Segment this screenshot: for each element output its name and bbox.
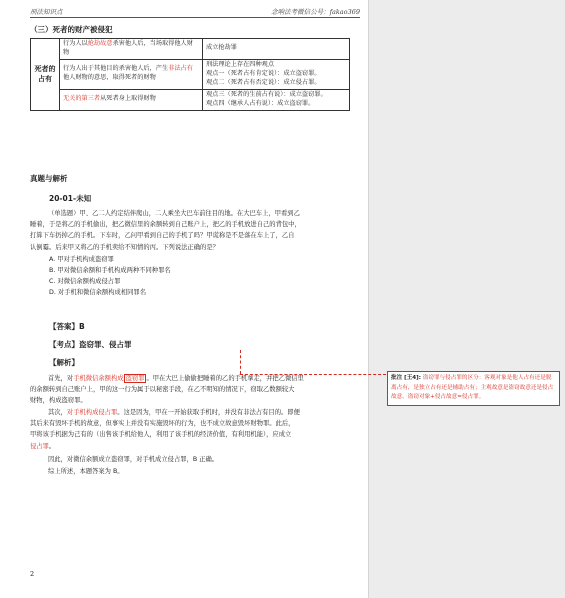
answer-label: 【答案】B [49,322,85,331]
analysis-paragraph-3: 因此，对微信余额成立盗窃罪，对手机成立侵占罪，B 正确。 [48,456,219,463]
table-cell-situation [60,59,203,89]
analysis-label: 【解析】 [49,358,79,367]
analysis-paragraph-2: 其次，对手机构成侵占罪。这是因为，甲在一开始获取手机时，并没有非法占有目的。即便 其后来有毁坏手机的故意，但事实上并没有实施毁坏的行为，也不成立故意毁坏财物罪。此后， 甲将该手机据为己有的（出售该手机给他人，利用了该手机的经济价值，有利用机能），应成立 侵占罪。 [30,409,300,450]
table-cell-result [203,89,350,110]
rule-table [30,38,350,111]
question-text: （单选题）甲、乙二人约定结伴爬山，二人乘坐大巴车前往目的地。在大巴车上，甲看到乙 睡着，于是将乙的手机偷出，把乙微信里的余额转到自己账户上，把乙的手机放进自己的背包中， 打算下车扔掉乙的手机。下车时，乙问甲看到自己的手机了吗？甲谎称是不是落在车上了，乙自 认倒霉。后来甲又将乙的手机卖给不知情的丙。下列说法正确的是？ [30,210,301,251]
result-line: 观点三（死者的生前占有说）：成立盗窃罪。 [206,90,327,98]
exam-title: 真题与解析 [30,174,68,183]
highlight-text: 无关的第三者 [63,95,101,103]
table-cell-result [203,39,350,60]
comment-connector-line [240,374,386,375]
option-b: B. 甲对微信余额和手机构成两种不同种罪名 [49,267,171,274]
comment-text: 盗窃罪与侵占罪的区分：客观对象是他人占有还是脱离占有，是独立占有还是辅助占有；主观故意是盗窃故意还是侵占故意。盗窃对象+侵占故意=侵占罪。 [391,375,554,400]
table-head-cell: 死者的占有 [31,39,60,111]
question-id: 20-01-未知 [49,194,92,203]
header-left: 刑法知识点 [30,8,63,16]
option-c: C. 对微信余额构成侵占罪 [49,278,121,285]
comment-connector [240,350,241,374]
commented-text[interactable]: 盗窃罪 [125,375,145,382]
cell-text: 行为人出于其他目的杀害他人后，产生 [63,65,169,73]
cell-text: 杀害他人后，当场取得他人财物 [63,40,193,56]
point-label: 【考点】盗窃罪、侵占罪 [49,340,132,349]
comment-margin-pane [368,0,565,598]
analysis-paragraph-1: 首先，对手机微信余额构成 盗窃罪 。甲在大巴上偷偷把睡着的乙的手机拿走，并把乙微信里 的余额转到自己账户上，甲的这一行为属于以秘密手段，在乙不明知的情况下，窃取乙数额较大 财物，构成盗窃罪。 [30,375,304,405]
section-title: （三）死者的财产被侵犯 [30,25,113,34]
table-cell-result [203,59,350,89]
comment-author: 批注 [王4]: [391,375,421,381]
result-line: 观点四（继承人占有说）：成立盗窃罪。 [206,99,315,107]
result-line: 观点一（死者占有肯定说）：成立盗窃罪。 [206,69,321,77]
comment-balloon[interactable] [387,371,560,406]
cell-text: 行为人以 [63,40,88,47]
result-line: 成立抢劫罪 [206,44,237,52]
highlight-text: 非法占有 [168,65,193,73]
option-d: D. 对手机和微信余额构成相同罪名 [49,289,147,296]
page-number: 2 [30,570,35,578]
cell-text: 从死者身上取得财物 [100,95,156,103]
option-a: A. 甲对手机构成盗窃罪 [49,256,114,263]
table-cell-situation [60,89,203,110]
analysis-paragraph-4: 综上所述，本题答案为 B。 [48,468,124,475]
cell-text: 他人财物的意思，取得死者的财物 [63,74,156,82]
result-line: 刑法理论上存在四种观点 [206,60,275,68]
result-line: 观点二（死者占有否定说）：成立侵占罪。 [206,78,321,86]
page-header [30,6,360,18]
header-right: 念响法考微信公号：fakao369 [271,8,360,16]
table-cell-situation [60,39,203,60]
highlight-text: 抢劫故意 [87,40,113,47]
